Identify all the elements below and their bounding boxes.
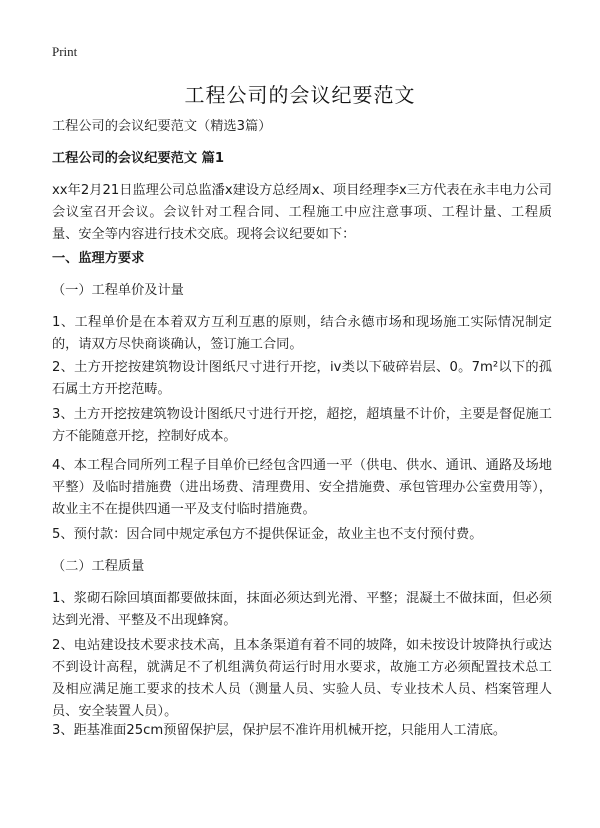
list-item: 2、土方开挖按建筑物设计图纸尺寸进行开挖，iv类以下破碎岩层、0。7m²以下的孤石属土方开挖范畴。	[52, 360, 552, 397]
part-one-heading: 一、监理方要求	[52, 251, 145, 266]
intro-paragraph: xx年2月21日监理公司总监潘x建设方总经周x、项目经理李x三方代表在永丰电力公司会议室召开会议。会议针对工程合同、工程施工中应注意事项、工程计量、工程质量、安全等内容进行技术交底。现将会议纪要如下：	[52, 183, 552, 242]
list-item: 3、土方开挖按建筑物设计图纸尺寸进行开挖，超挖，超填量不计价，主要是督促施工方不能随意开挖，控制好成本。	[52, 407, 552, 444]
subheading-unit-price: （一）工程单价及计量	[52, 283, 184, 298]
list-item: 1、工程单价是在本着双方互利互惠的原则，结合永德市场和现场施工实际情况制定的，请双方尽快商谈确认，签订施工合同。	[52, 315, 552, 352]
list-item: 4、本工程合同所列工程子目单价已经包含四通一平（供电、供水、通讯、通路及场地平整）及临时措施费（进出场费、清理费用、安全措施费、承包管理办公室费用等），故业主不在提供四通一平及支付临时措施费。	[52, 458, 552, 517]
subheading-quality: （二）工程质量	[52, 559, 145, 574]
print-label: Print	[52, 44, 78, 59]
document-subtitle: 工程公司的会议纪要范文（精选3篇）	[52, 119, 272, 134]
list-item: 2、电站建设技术要求技术高，且本条渠道有着不同的坡降，如未按设计坡降执行或达不到设计高程，就满足不了机组满负荷运行时用水要求，故施工方必须配置技术总工及相应满足施工要求的技术人员（测量人员、实验人员、专业技术人员、档案管理人员、安全装置人员）。	[52, 638, 552, 719]
document-title: 工程公司的会议纪要范文	[184, 83, 416, 107]
list-item: 3、距基准面25cm预留保护层，保护层不准许用机械开挖，只能用人工清底。	[52, 723, 507, 738]
list-item: 5、预付款：因合同中规定承包方不提供保证金，故业主也不支付预付费。	[52, 527, 483, 542]
section-heading: 工程公司的会议纪要范文 篇1	[52, 151, 225, 166]
list-item: 1、浆砌石除回填面都要做抹面，抹面必须达到光滑、平整；混凝土不做抹面，但必须达到光滑、平整及不出现蜂窝。	[52, 591, 552, 628]
